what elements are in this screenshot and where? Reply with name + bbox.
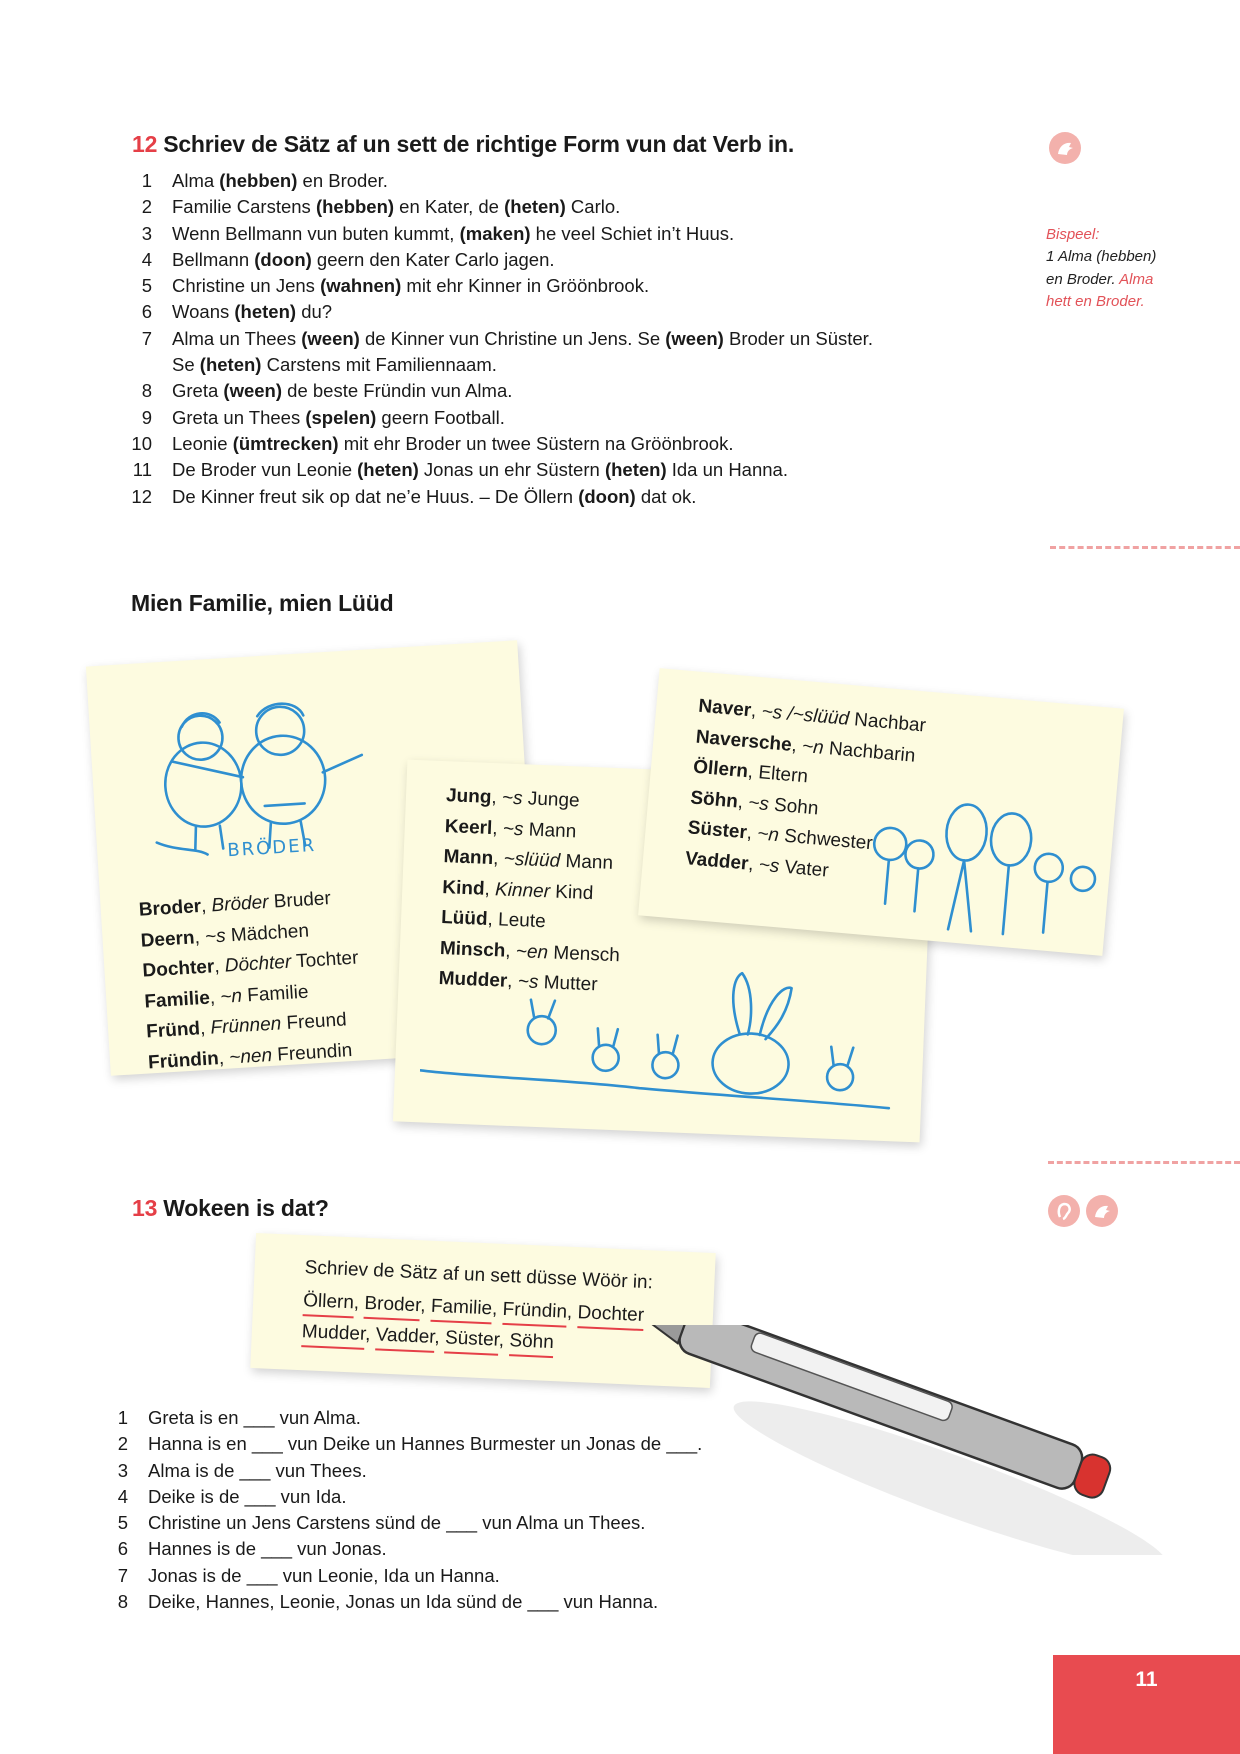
exercise-item <box>110 1510 810 1536</box>
word-option: Vadder <box>375 1324 435 1353</box>
exercise-item <box>110 1484 810 1510</box>
exercise-item <box>122 378 922 404</box>
exercise-title: Schriev de Sätz af un sett de richtige Form vun dat Verb in. <box>163 131 795 157</box>
vocab-separator: , <box>193 926 206 948</box>
vocab-separator: , <box>490 786 503 809</box>
sentence-part: Jonas un ehr Süstern <box>418 459 605 481</box>
item-text: Hannes is de ___ vun Jonas. <box>148 1538 387 1560</box>
vocab-translation: Sohn <box>768 793 820 819</box>
vocab-translation: Mann <box>559 850 614 874</box>
sentence-part: Ida un Hanna. <box>666 459 788 481</box>
word-option: Dochter <box>577 1302 645 1331</box>
vocab-word: Broder <box>138 896 202 921</box>
sentence-part: de beste Fründin vun Alma. <box>282 380 513 402</box>
item-number: 9 <box>141 406 152 428</box>
item-text <box>172 299 922 325</box>
verb-hint: (hebben) <box>219 170 298 191</box>
item-number: 3 <box>117 1459 128 1481</box>
ear-glyph <box>1048 1195 1080 1227</box>
vocab-word: Söhn <box>689 786 739 812</box>
vocab-separator: , <box>747 853 760 876</box>
sentence-part: Wenn Bellmann vun buten kummt, <box>172 222 460 244</box>
exercise-item <box>110 1405 810 1431</box>
sentence-part: geern Football. <box>376 406 505 428</box>
vocab-card-right <box>638 668 1124 956</box>
sentence-part: Bellmann <box>172 248 255 270</box>
verb-hint: (ween) <box>301 327 360 349</box>
vocab-plural: ~n <box>219 985 243 1008</box>
item-number: 3 <box>141 222 152 244</box>
vocab-word: Fründ <box>145 1018 201 1043</box>
item-text <box>172 168 922 194</box>
vocab-word: Keerl <box>444 815 493 839</box>
sentence-part: dat ok. <box>635 485 697 507</box>
vocab-word: Mudder <box>438 968 508 992</box>
vocab-word: Minsch <box>439 937 506 962</box>
sentence-part: Alma un Thees <box>172 327 302 349</box>
vocab-separator: , <box>746 761 760 784</box>
example-line-3: hett en Broder. <box>1046 292 1145 310</box>
example-label: Bispeel: <box>1046 226 1100 243</box>
vocab-separator: , <box>491 817 504 839</box>
exercise-item <box>122 221 922 247</box>
item-number: 8 <box>141 380 152 402</box>
word-option: Süster <box>444 1327 499 1355</box>
exercise-item <box>122 168 922 194</box>
exercise-item <box>122 405 922 431</box>
exercise-item <box>122 273 922 299</box>
exercise-number: 13 <box>132 1195 158 1221</box>
exercise-13-list <box>110 1405 810 1615</box>
verb-hint: (wahnen) <box>320 275 402 297</box>
vocab-separator: , <box>209 986 221 1009</box>
vocab-translation: Mensch <box>547 941 621 966</box>
sentence-part: geern den Kater Carlo jagen. <box>311 248 555 270</box>
item-text <box>172 247 922 273</box>
word-option: Broder <box>364 1293 421 1321</box>
vocab-word: Kind <box>441 876 485 900</box>
sentence-part: Carstens mit Familiennaam. <box>261 354 497 376</box>
vocab-plural: Frünnen <box>209 1013 282 1039</box>
rabbits-illustration <box>419 955 905 1124</box>
vocab-plural: ~slüüd <box>503 848 561 872</box>
item-number: 11 <box>132 459 152 481</box>
exercise-item <box>110 1589 810 1615</box>
vocab-plural: ~s <box>204 925 227 948</box>
sentence-part: Greta <box>172 380 224 402</box>
vocab-translation: Nachbar <box>848 708 927 737</box>
exercise-number: 12 <box>132 131 158 157</box>
vocab-word: Familie <box>143 987 211 1013</box>
example-line-2a: en Broder. <box>1046 270 1120 288</box>
exercise-12-heading <box>132 131 794 158</box>
example-line-1: 1 Alma (hebben) <box>1046 248 1157 266</box>
vocab-word: Öllern <box>692 756 749 783</box>
vocab-translation: Mann <box>523 818 577 842</box>
vocab-word: Naver <box>697 695 753 722</box>
example-line-2b: Alma <box>1119 270 1154 288</box>
vocab-plural: ~s <box>502 817 524 840</box>
item-text: Christine un Jens Carstens sünd de ___ vun Alma un Thees. <box>148 1512 646 1534</box>
sentence-part: Se <box>172 354 200 376</box>
sentence-part: he veel Schiet in’t Huus. <box>530 222 735 244</box>
sentence-part: de Kinner vun Christine un Jens. Se <box>359 327 666 349</box>
item-text <box>172 484 922 510</box>
divider-bottom <box>1048 1161 1240 1164</box>
sentence-part: mit ehr Kinner in Gröönbrook. <box>401 275 650 297</box>
vocab-word: Jung <box>445 785 492 808</box>
verb-hint: (hebben) <box>315 196 395 218</box>
exercise-item <box>122 484 922 510</box>
verb-hint: (spelen) <box>305 406 377 428</box>
word-option: Fründin <box>502 1299 567 1328</box>
vocab-word: Deern <box>140 926 196 952</box>
item-number: 8 <box>117 1591 128 1613</box>
sentence-part: en Kater, de <box>394 196 505 218</box>
item-text: Alma is de ___ vun Thees. <box>148 1459 367 1481</box>
word-list-line-1: Öllern, Broder, Familie, Fründin, Dochter <box>303 1290 645 1327</box>
vocab-separator: , <box>487 908 499 931</box>
item-number: 6 <box>117 1538 128 1560</box>
exercise-title: Wokeen is dat? <box>163 1195 329 1221</box>
item-number: 5 <box>141 275 152 297</box>
vocab-plural: ~s <box>501 787 523 810</box>
exercise-item <box>110 1536 810 1562</box>
sentence-part: Christine un Jens <box>172 275 321 297</box>
sentence-part: mit ehr Broder un twee Süstern na Gröönbrook. <box>338 432 734 454</box>
item-number: 6 <box>141 301 152 323</box>
item-number: 1 <box>117 1407 128 1428</box>
item-number: 2 <box>141 196 152 218</box>
verb-hint: (heten) <box>199 354 262 376</box>
vocab-translation: Vater <box>778 855 830 882</box>
item-number: 12 <box>131 485 152 507</box>
exercise-13-heading <box>132 1195 329 1222</box>
verb-hint: (ween) <box>665 327 724 349</box>
vocab-separator: , <box>750 700 763 723</box>
item-text <box>172 431 922 457</box>
vocab-plural: Kinner <box>494 878 551 902</box>
item-number: 7 <box>141 327 152 349</box>
page-number: 11 <box>1053 1655 1240 1754</box>
item-number: 4 <box>141 248 152 270</box>
sentence-part: De Kinner freut sik op dat ne’e Huus. – De Öllern <box>172 485 579 507</box>
vocab-word: Süster <box>686 817 748 844</box>
item-text: Deike is de ___ vun Ida. <box>148 1485 347 1507</box>
sentence-part: Familie Carstens <box>172 196 316 218</box>
vocab-separator: , <box>492 848 505 870</box>
vocab-translation: Mädchen <box>224 919 310 947</box>
vocab-word: Fründin <box>147 1047 220 1073</box>
word-list-line-2: Mudder, Vadder, Süster, Söhn <box>301 1321 554 1354</box>
vocab-separator: , <box>218 1047 230 1069</box>
verb-hint: (doon) <box>254 248 312 270</box>
item-text: Greta is en ___ vun Alma. <box>148 1407 361 1428</box>
vocab-plural: ~s <box>517 971 539 993</box>
item-number: 4 <box>117 1485 128 1507</box>
verb-hint: (maken) <box>459 222 531 244</box>
vocab-translation: Schwester <box>778 825 874 855</box>
vocab-translation: Kind <box>549 880 594 904</box>
vocab-plural: ~n <box>801 735 825 759</box>
exercise-item <box>110 1431 810 1457</box>
vocab-separator: , <box>790 734 804 757</box>
item-number: 7 <box>117 1564 128 1586</box>
exercise-item <box>122 247 922 273</box>
item-text: Jonas is de ___ vun Leonie, Ida un Hanna. <box>148 1564 500 1586</box>
vocab-plural: Döchter <box>224 951 292 977</box>
verb-hint: (heten) <box>234 301 297 323</box>
exercise-item <box>122 352 922 378</box>
item-text <box>172 194 922 220</box>
item-number: 10 <box>131 432 152 454</box>
vocab-plural: ~s /~slüüd <box>760 701 850 730</box>
item-number: 2 <box>117 1433 128 1455</box>
sentence-part: Alma <box>172 170 220 191</box>
vocab-word: Dochter <box>141 956 215 982</box>
exercise-item <box>110 1563 810 1589</box>
item-text <box>172 273 922 299</box>
vocab-word: Mann <box>443 846 494 870</box>
verb-hint: (heten) <box>604 459 667 481</box>
sentence-part: Broder un Süster. <box>723 327 873 349</box>
vocab-translation: Leute <box>497 909 547 933</box>
vocab-separator: , <box>506 970 519 993</box>
exercise-item <box>122 457 922 483</box>
verb-hint: (ümtrecken) <box>232 432 339 454</box>
vocab-plural: ~en <box>515 940 549 963</box>
dragon-glyph <box>1049 132 1081 164</box>
vocab-translation: Bruder <box>267 888 332 913</box>
item-text <box>172 352 922 378</box>
vocab-translation: Nachbarin <box>822 737 917 767</box>
item-text <box>172 457 922 483</box>
item-text <box>172 405 922 431</box>
vocab-word: Vadder <box>684 847 750 875</box>
verb-hint: (heten) <box>504 196 566 218</box>
vocab-plural: ~nen <box>228 1044 273 1069</box>
vocab-translation: Freundin <box>271 1039 353 1066</box>
example-sidenote <box>1046 224 1176 313</box>
sentence-part: Carlo. <box>565 196 621 218</box>
sentence-part: Leonie <box>172 432 233 454</box>
word-option: Öllern <box>303 1290 355 1318</box>
item-text <box>172 378 922 404</box>
verb-hint: (heten) <box>357 459 419 481</box>
instruction: Schriev de Sätz af un sett düsse Wöör in: <box>304 1257 654 1294</box>
family-illustration <box>853 782 1115 953</box>
broder-sign: BRÖDER <box>226 834 317 862</box>
item-number: 5 <box>117 1512 128 1534</box>
vocab-translation: Freund <box>280 1009 348 1035</box>
word-option: Söhn <box>509 1330 554 1358</box>
sentence-part: Woans <box>172 301 235 323</box>
word-option: Mudder <box>301 1321 365 1350</box>
vocab-translation: Mutter <box>537 972 598 996</box>
vocab-separator: , <box>200 895 213 917</box>
item-number: 1 <box>141 170 152 191</box>
exercise-item <box>122 299 922 325</box>
item-text: Deike, Hannes, Leonie, Jonas un Ida sünd de ___ vun Hanna. <box>148 1591 659 1613</box>
item-text: Hanna is en ___ vun Deike un Hannes Burmester un Jonas de ___. <box>148 1433 703 1455</box>
vocab-separator: , <box>504 940 517 962</box>
vocab-translation: Junge <box>522 788 580 812</box>
sentence-part: Greta un Thees <box>172 406 306 428</box>
verb-hint: (doon) <box>578 485 636 507</box>
sentence-part: en Broder. <box>297 170 388 191</box>
vocab-word: Lüüd <box>440 907 488 930</box>
vocab-separator: , <box>745 822 759 845</box>
vocab-word: Naversche <box>694 726 793 756</box>
word-option: Familie <box>430 1296 492 1325</box>
vocab-plural: ~n <box>756 823 780 847</box>
divider-top <box>1050 546 1240 549</box>
exercise-item <box>122 431 922 457</box>
vocab-plural: ~s <box>757 854 781 877</box>
vocab-separator: , <box>484 878 496 900</box>
sentence-part: du? <box>296 301 333 323</box>
verb-hint: (ween) <box>223 380 283 402</box>
exercise-item <box>122 326 922 352</box>
sentence-part: De Broder vun Leonie <box>172 459 358 481</box>
vocab-translation: Familie <box>241 981 310 1007</box>
vocab-list-left <box>138 883 365 1079</box>
vocab-plural: Bröder <box>210 891 270 917</box>
dragon-glyph <box>1086 1195 1118 1227</box>
vocab-separator: , <box>213 955 226 978</box>
exercise-item <box>110 1458 810 1484</box>
exercise-item <box>122 194 922 220</box>
section-title: Mien Familie, mien Lüüd <box>131 590 394 616</box>
vocab-separator: , <box>199 1017 212 1040</box>
vocab-translation: Tochter <box>290 947 359 973</box>
item-text <box>172 326 922 352</box>
item-text <box>172 221 922 247</box>
vocab-separator: , <box>736 791 750 813</box>
exercise-12-list <box>122 168 922 510</box>
vocab-translation: Eltern <box>757 762 809 788</box>
vocab-plural: ~s <box>747 791 770 815</box>
